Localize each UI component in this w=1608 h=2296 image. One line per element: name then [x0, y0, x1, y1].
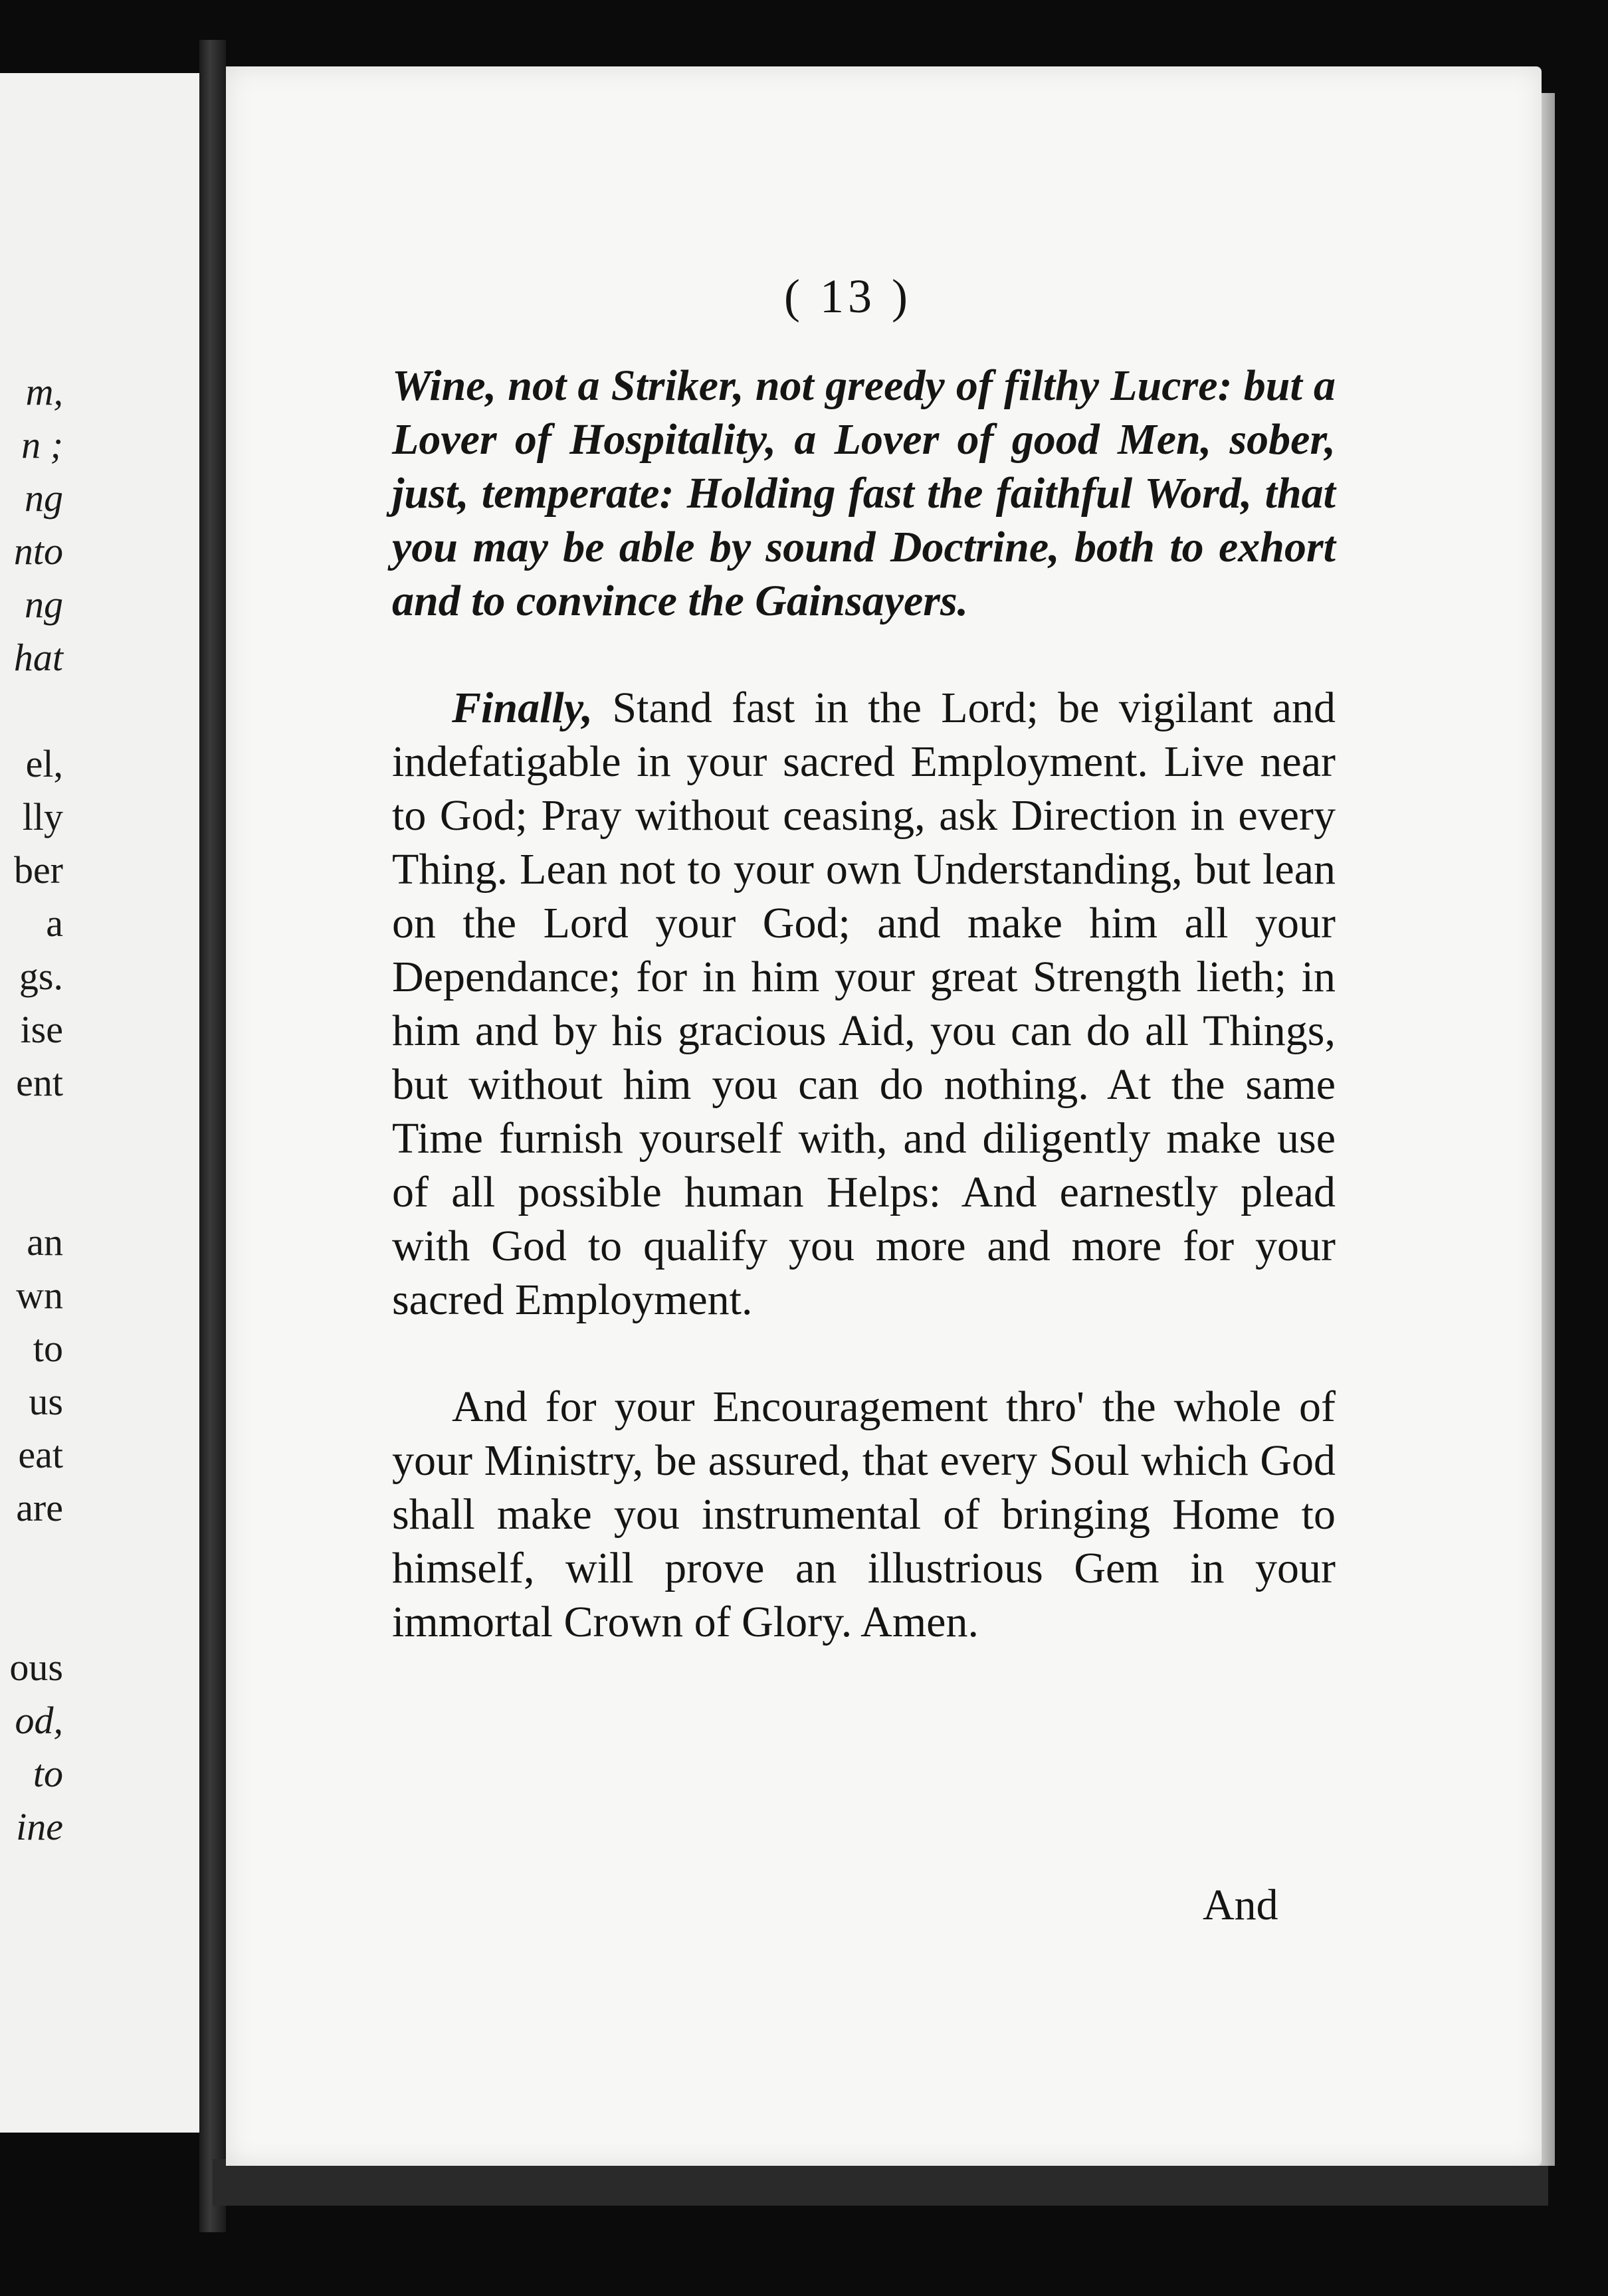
left-fragment: us — [29, 1380, 63, 1423]
left-fragment: gs. — [19, 955, 63, 998]
book-gutter — [199, 40, 226, 2232]
catchword: And — [1203, 1881, 1278, 1929]
left-fragment: ine — [16, 1805, 63, 1848]
paragraph-finally — [392, 681, 1336, 1327]
left-fragment: el, — [25, 742, 63, 785]
left-fragment: an — [27, 1220, 63, 1264]
page-bottom-edge — [213, 2159, 1548, 2206]
left-page-text-fragments — [0, 365, 63, 1854]
paragraph-finally-text: Stand fast in the Lord; be vigilant and indefatigable in your sacred Employment. Live near to God; Pray without ceasing, ask Direction in every Thing. Lean not to your own Understanding, but lean on the Lord your God; and make him all your Dependance; for in him your great Strength lieth; in him and by his gracious Aid, you can do all Things, but without him you can do nothing. At the same Time furnish yourself with, and diligently make use of all possible human Helps: And earnestly plead with God to qualify you more and more for your sacred Employment. — [392, 684, 1336, 1324]
page-body — [392, 359, 1336, 1649]
left-fragment: ent — [16, 1061, 63, 1104]
paragraph-scripture-quote: Wine, not a Striker, not greedy of filthy Lucre: but a Lover of Hospitality, a Lover of good Men, sober, just, temperate: Holding fast the faithful Word, that you may be able by sound Doctrine, both to exhort and to convince the Gainsayers. — [392, 361, 1336, 625]
left-fragment: a — [46, 902, 63, 945]
left-fragment: to — [33, 1752, 63, 1795]
left-fragment: ous — [9, 1646, 63, 1689]
paragraph-lead-word: Finally, — [452, 684, 593, 732]
left-fragment: ise — [20, 1008, 63, 1051]
left-fragment: m, — [25, 370, 63, 413]
left-facing-page — [0, 73, 202, 2133]
page-number: ( 13 ) — [784, 270, 912, 323]
left-fragment: ng — [25, 476, 63, 520]
left-fragment: lly — [22, 795, 63, 838]
left-fragment: hat — [13, 636, 63, 679]
left-fragment: to — [33, 1327, 63, 1370]
left-fragment: n ; — [21, 423, 63, 466]
left-fragment: are — [16, 1486, 63, 1529]
left-fragment: wn — [16, 1274, 63, 1317]
left-fragment: od, — [15, 1699, 63, 1742]
left-fragment: eat — [18, 1433, 63, 1476]
left-fragment: nto — [13, 529, 63, 573]
left-fragment: ng — [25, 583, 63, 626]
paragraph-encouragement: And for your Encouragement thro' the whole of your Ministry, be assured, that every Soul which God shall make you instrumental of bringing Home to himself, will prove an illustrious Gem in your immortal Crown of Glory. Amen. — [392, 1383, 1336, 1646]
left-fragment: ber — [13, 848, 63, 892]
